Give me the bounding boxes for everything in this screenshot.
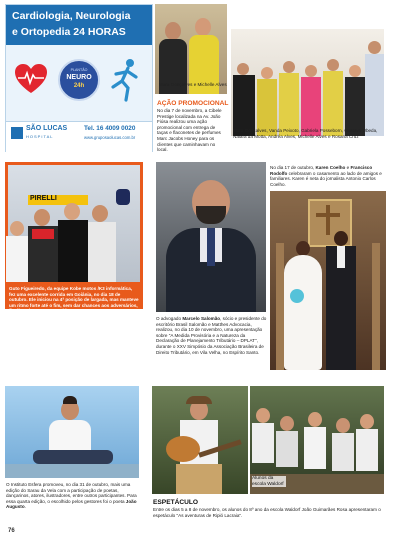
ad-title-line1: Cardiologia, Neurologia (12, 10, 131, 22)
wedding-text (270, 165, 386, 187)
badge-main-label: NEURO (66, 74, 92, 81)
race-banner-text: PIRELLI (30, 195, 57, 202)
sarau-text-post: . (24, 504, 26, 510)
wedding-name-1: Karen Coelho (315, 165, 346, 170)
show-photo-guitar (152, 386, 248, 494)
race-name: Guto Figueiredo (9, 286, 45, 291)
badge-top-label: PLANTÃO (70, 68, 88, 72)
lawyer-text-post: , sócio e presidente do escritório Brasil Salomão e Matthes Advocacia, realizou, no dia 10 de novembro, uma apresentação sobre "A Medida Provisória e a Natureza da Declaração de Planejamento Tributário – DPLAT", durante o XXV Simpósio da Associação Brasileira de Direito Tributário, em Vila Velha, no Espírito Santo. (156, 316, 267, 355)
wedding-text-pre: No dia 17 de outubro, (270, 165, 316, 170)
show-photo-caption: Alunos da escola Waldorf (252, 476, 286, 487)
neuro-badge (58, 59, 100, 101)
race-text-body: , da equipe Kobe motos /K3 informática, fez uma excelente corrida em Goiânia, no dia 18 de outubro. Ele iniciou na 4ª posição de largada, mas manteve um ritmo forte até o fim, sem dar chances aos adversários, finalizando a prova em 2º lugar. (9, 286, 139, 313)
race-text (9, 286, 139, 314)
sarau-photo (5, 386, 139, 478)
sarau-text (6, 482, 140, 510)
wedding-name-2: Francisco Rodolfo (270, 165, 373, 176)
badge-sub-label: 24h (73, 83, 85, 89)
hospital-sub: HOSPITAL (26, 134, 54, 139)
heart-icon (14, 63, 48, 95)
wedding-text-mid: e (345, 165, 351, 170)
show-heading: ESPETÁCULO (153, 499, 199, 506)
runner-icon (106, 57, 144, 103)
promo-heading: AÇÃO PROMOCIONAL (157, 100, 229, 107)
ad-footer (6, 121, 152, 152)
hospital-logo-icon (11, 127, 23, 139)
sarau-name: João Augusto (6, 498, 137, 510)
lawyer-photo (156, 162, 266, 312)
wedding-photo (270, 191, 386, 370)
hospital-ad[interactable] (5, 4, 153, 152)
race-photo (8, 165, 140, 282)
promo-text: No dia 7 de novembro, a Cibele Prestige localizada na Av. João Fiúsa realizou uma ação promocional com entrega de taças e flaconetes de perfumes Marc Jacobs Honey para os clientes que caminhavam no local. (157, 108, 222, 153)
promo-photo-group (231, 29, 384, 136)
ad-title-line2: e Ortopedia 24 HORAS (12, 26, 126, 38)
lawyer-text-pre: O advogado (156, 316, 183, 321)
page-number: 76 (8, 528, 15, 534)
promo-photo-small (155, 4, 227, 94)
ad-header (6, 5, 152, 45)
promo-photo-caption-2: Mara Gonçalves, Vanda Peixoto, Gabriela Posseborn, Gustavo Ubeda, Naiara da Motta, Andréa Alves, Michelle Alves e Rosana Cruz (233, 128, 378, 139)
hospital-name: SÃO LUCAS (26, 125, 68, 132)
wedding-text-post: celebraram o casamento ao lado de amigos e familiares. Karen é neta do jornalista Antonio Carlos Coelho. (270, 170, 382, 187)
hospital-website[interactable]: www.gruposaolucas.com.br (84, 135, 136, 140)
race-box (5, 162, 143, 313)
hospital-phone: Tel. 16 4009 0020 (84, 125, 136, 132)
sarau-text-pre: O Instituto Esfera promoveu, no dia 31 de outubro, mais uma edição do Sarau da Vela com a participação de poetas, dançarinos, atores, ilustradores, entre outros participantes. Para essa quarta edição, o escolhido pelos gestores foi o poeta (6, 482, 137, 504)
show-text: Entre os dias 5 a 8 de novembro, os alunos do 8º ano da escola Waldorf João Guimarães Rosa apresentaram o espetáculo "As aventuras de Ripió Lacraia". (153, 507, 381, 518)
lawyer-text (156, 316, 268, 355)
lawyer-name: Marcelo Salomão (182, 316, 221, 321)
promo-photo-caption-1: Mara Gonçalves e Michelle Alves (159, 82, 227, 87)
